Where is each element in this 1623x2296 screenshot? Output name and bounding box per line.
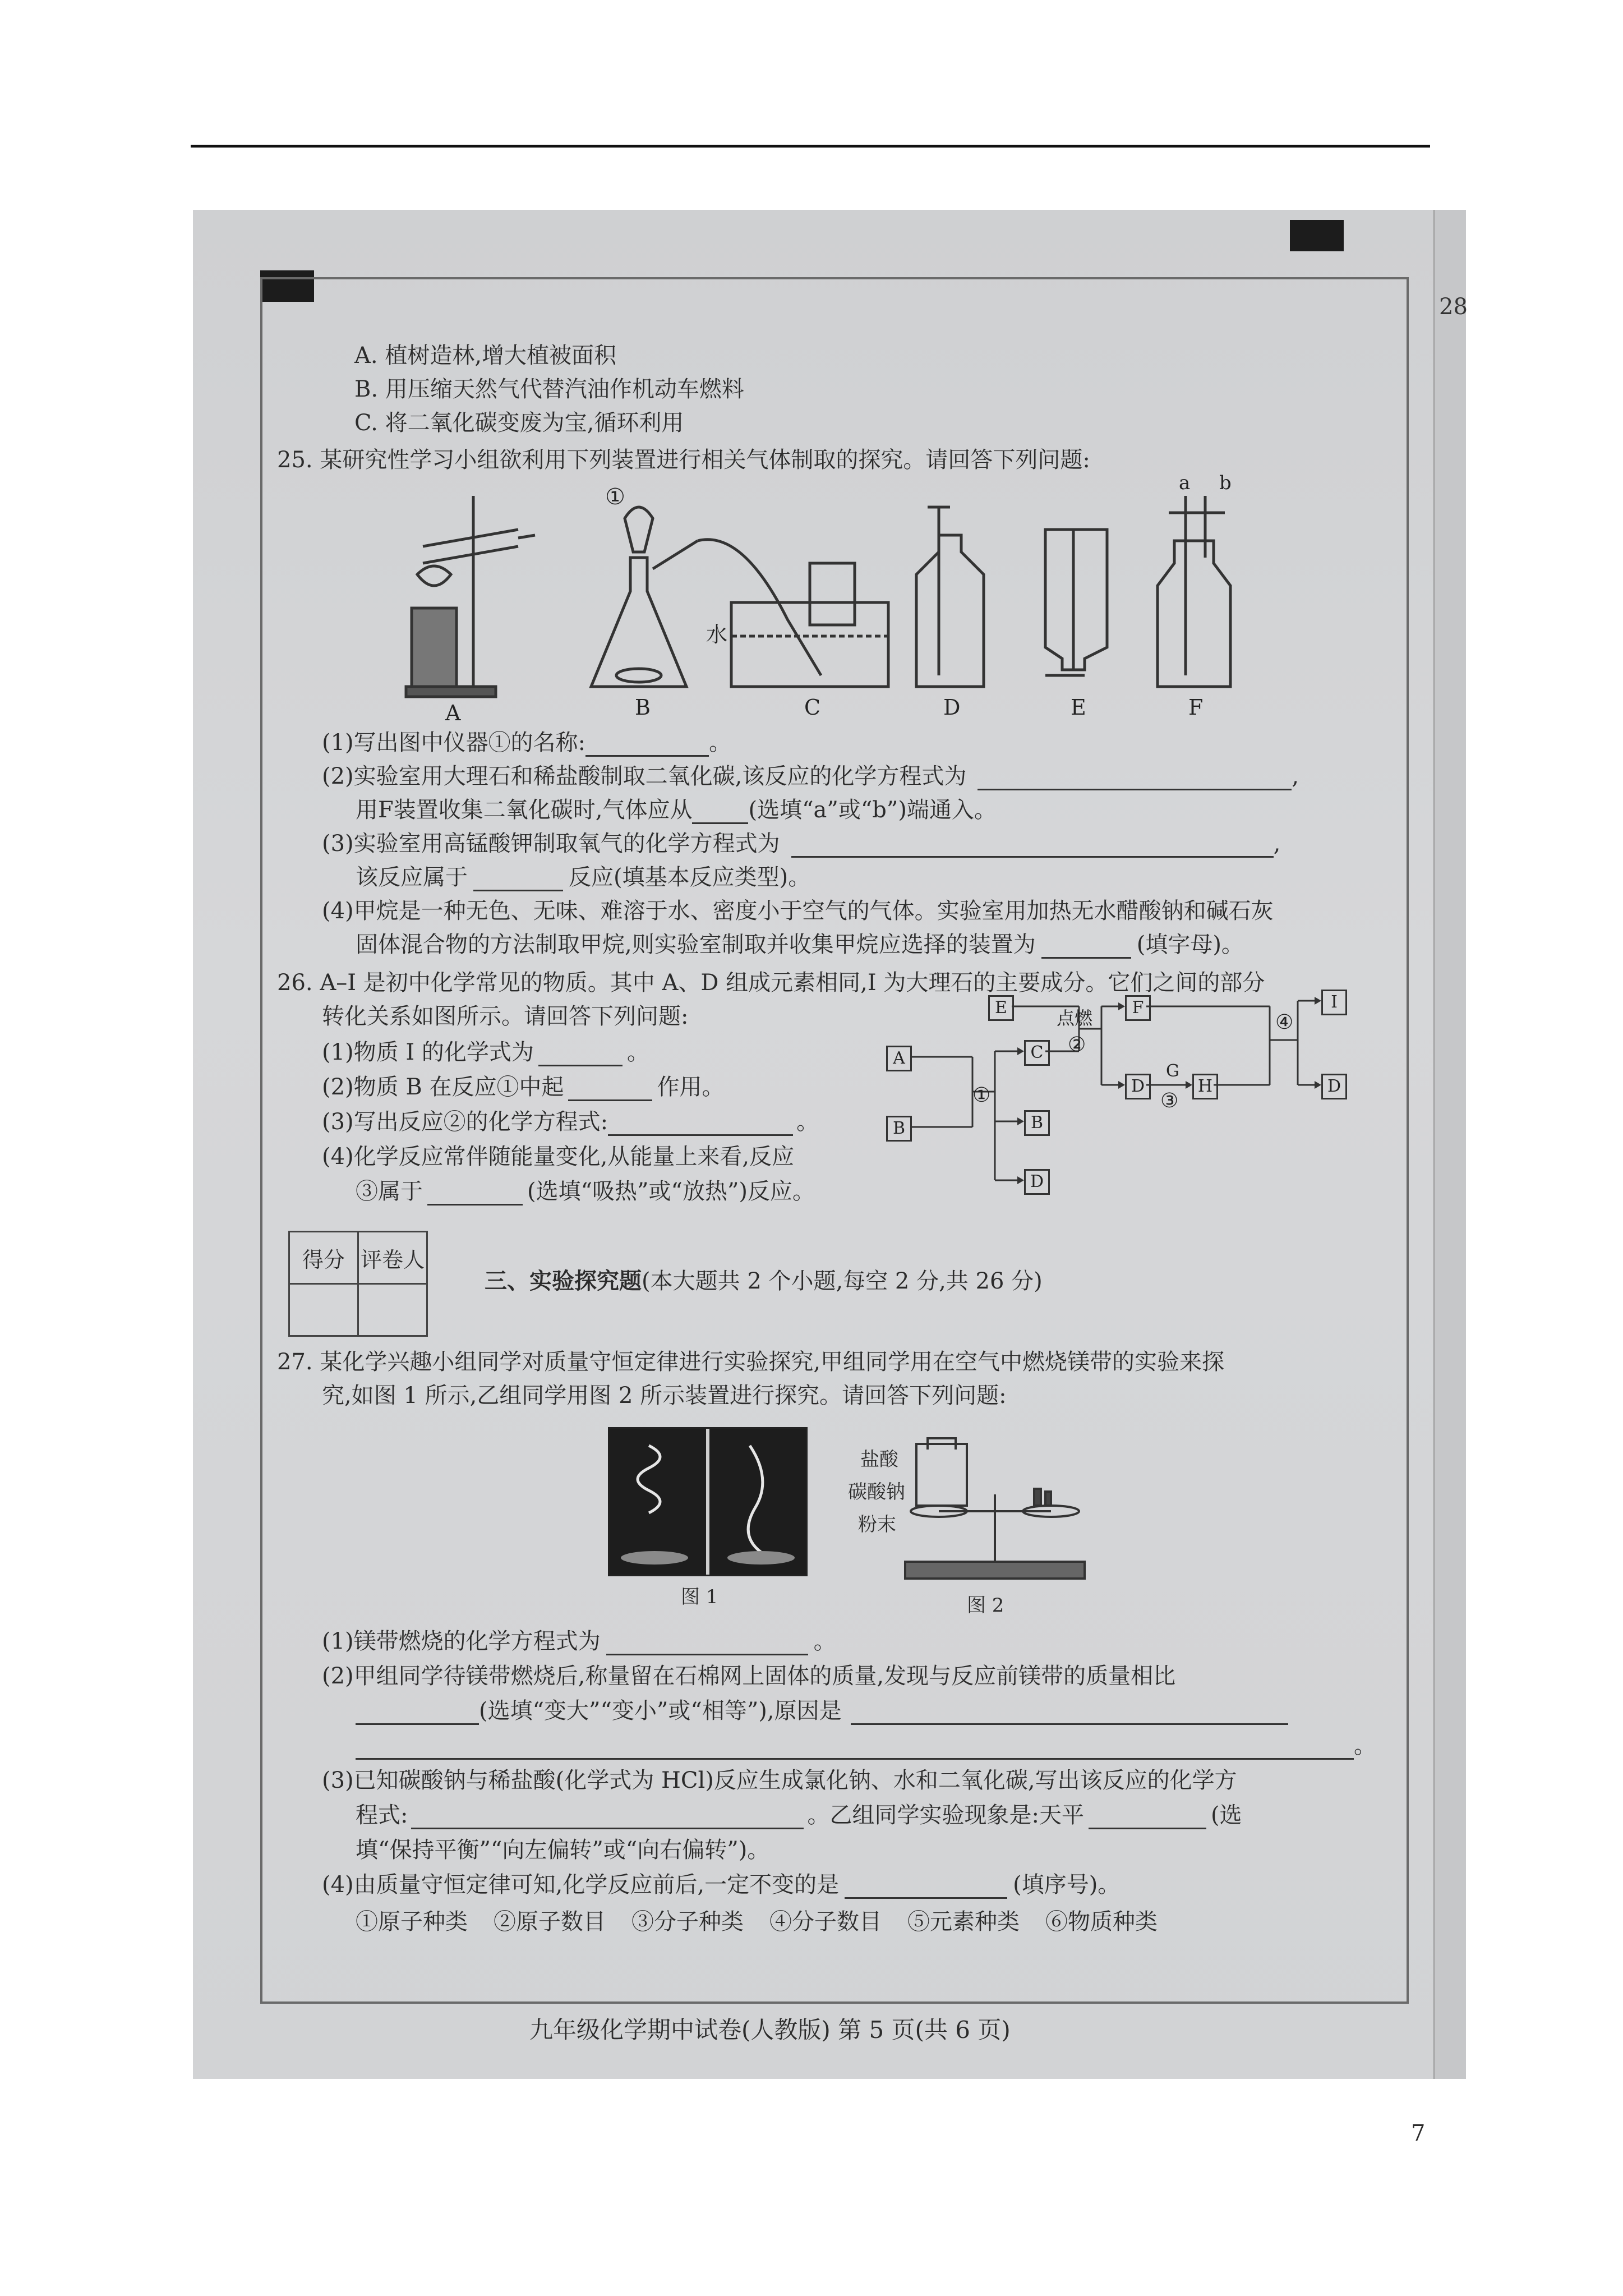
- q27-line2: 究,如图 1 所示,乙组同学用图 2 所示装置进行探究。请回答下列问题:: [322, 1383, 1007, 1409]
- option-b: B. 用压缩天然气代替汽油作机动车燃料: [354, 376, 744, 402]
- reactant-g: G: [1166, 1061, 1179, 1081]
- apparatus-b: [591, 507, 698, 687]
- port-b-label: b: [1219, 472, 1232, 494]
- q27-option-5: ⑤元素种类: [907, 1909, 1020, 1935]
- q25-part2-end: ,: [1292, 763, 1299, 789]
- q27-part3-line1: (3)已知碳酸钠与稀盐酸(化学式为 HCl)反应生成氯化钠、水和二氧化碳,写出该反应的化学方: [322, 1768, 1237, 1793]
- figure-1-photo: [608, 1427, 808, 1576]
- figure-1-drawing: [610, 1429, 806, 1575]
- score-cell: [289, 1284, 358, 1336]
- q26-part2-b: 作用。: [657, 1074, 725, 1100]
- q26-part1-a: (1)物质 I 的化学式为: [322, 1039, 534, 1065]
- q25-part3-line2-b: 反应(填基本反应类型)。: [569, 864, 811, 890]
- q26-part3-b: 。: [796, 1109, 819, 1135]
- next-page-question-number: 28: [1439, 294, 1468, 320]
- apparatus-f: [1158, 496, 1230, 687]
- q25-part1-text: (1)写出图中仪器①的名称:: [322, 730, 586, 756]
- q27-part1-a: (1)镁带燃烧的化学方程式为: [322, 1628, 601, 1654]
- q27-option-3: ③分子种类: [631, 1909, 744, 1935]
- q27-part1: [322, 1623, 836, 1655]
- q26-part2-a: (2)物质 B 在反应①中起: [322, 1074, 564, 1100]
- water-label: 水: [706, 622, 728, 647]
- figure-2-caption: 图 2: [967, 1594, 1004, 1617]
- q27-part3-line2-a: 程式:: [356, 1802, 408, 1828]
- q27-line1: 27. 某化学兴趣小组同学对质量守恒定律进行实验探究,甲组同学用在空气中燃烧镁带的实验来探: [277, 1349, 1225, 1375]
- q25-part4-line1: (4)甲烷是一种无色、无味、难溶于水、密度小于空气的气体。实验室用加热无水醋酸钠和碱石灰: [322, 898, 1274, 924]
- q25-part4-line2-b: (填字母)。: [1136, 932, 1244, 958]
- section3-heading: [485, 1263, 1043, 1295]
- q27-part2-line1: (2)甲组同学待镁带燃烧后,称量留在石棉网上固体的质量,发现与反应前镁带的质量相比: [322, 1663, 1176, 1689]
- q25-stem: 25. 某研究性学习小组欲利用下列装置进行相关气体制取的探究。请回答下列问题:: [277, 447, 1090, 473]
- node-f: F: [1125, 995, 1151, 1021]
- q27-part3-line2-b: 。乙组同学实验现象是:天平: [807, 1802, 1084, 1828]
- figure-2-label-powder: 粉末: [858, 1513, 896, 1536]
- instrument-1-label: ①: [605, 484, 625, 510]
- q25-part1-end: 。: [709, 730, 732, 756]
- step-3: ③: [1160, 1089, 1179, 1112]
- node-e: E: [988, 995, 1014, 1021]
- grader-header: 评卷人: [358, 1232, 427, 1284]
- q27-part3-line2: [356, 1797, 1242, 1829]
- node-h: H: [1192, 1074, 1218, 1099]
- q25-part4-line2: [356, 927, 1244, 959]
- step-2: ②: [1068, 1033, 1086, 1056]
- q25-part3-end: ,: [1273, 831, 1281, 857]
- step-4: ④: [1275, 1011, 1294, 1034]
- q26-part4-line2-b: (选填“吸热”或“放热”)反应。: [527, 1179, 815, 1204]
- grader-cell: [358, 1284, 427, 1336]
- label-d: D: [943, 695, 961, 720]
- apparatus-a: [406, 496, 535, 697]
- q27-part2-line2: [356, 1693, 1288, 1725]
- q26-part1: [322, 1034, 649, 1066]
- step-1: ①: [972, 1084, 991, 1107]
- q25-part2-line2-b: (选填“a”或“b”)端通入。: [748, 797, 997, 823]
- q27-part3-line2-c: (选: [1210, 1802, 1242, 1828]
- q27-options: [356, 1904, 1158, 1936]
- option-c: C. 将二氧化碳变废为宝,循环利用: [354, 410, 684, 436]
- corner-marker-right: [1290, 220, 1344, 251]
- q25-part3-line2: [356, 859, 810, 891]
- node-c: C: [1024, 1040, 1050, 1066]
- q27-part2-line3-end: 。: [1354, 1733, 1376, 1759]
- node-b: B: [886, 1116, 912, 1142]
- exam-footer: 九年级化学期中试卷(人教版) 第 5 页(共 6 页): [529, 2016, 1011, 2044]
- q27-part3-line3: 填“保持平衡”“向左偏转”或“向右偏转”)。: [356, 1837, 770, 1863]
- header-rule: [191, 145, 1430, 148]
- node-d-right: D: [1321, 1074, 1347, 1099]
- node-b-out: B: [1024, 1110, 1050, 1136]
- node-i: I: [1321, 990, 1347, 1015]
- q25-part3-text: (3)实验室用高锰酸钾制取氧气的化学方程式为: [322, 831, 780, 857]
- q27-part2-line3: [356, 1728, 1376, 1760]
- q25-part1: [322, 725, 731, 757]
- q26-part4-line2: [356, 1174, 815, 1205]
- score-table: [288, 1231, 428, 1337]
- section3-note: (本大题共 2 个小题,每空 2 分,共 26 分): [642, 1268, 1043, 1294]
- q25-part4-line2-a: 固体混合物的方法制取甲烷,则实验室制取并收集甲烷应选择的装置为: [356, 932, 1036, 958]
- label-a: A: [445, 701, 461, 725]
- q26-part3: [322, 1104, 819, 1136]
- q26-part4-line1: (4)化学反应常伴随能量变化,从能量上来看,反应: [322, 1144, 795, 1170]
- apparatus-d: [916, 507, 984, 687]
- q27-part4-a: (4)由质量守恒定律可知,化学反应前后,一定不变的是: [322, 1872, 840, 1898]
- q26-line2: 转化关系如图所示。请回答下列问题:: [322, 1004, 689, 1029]
- q27-part2-line2-a: (选填“变大”“变小”或“相等”),原因是: [479, 1698, 842, 1724]
- q26-part2: [322, 1069, 724, 1101]
- next-page-edge: [1433, 210, 1466, 2079]
- q25-part2-line2-a: 用F装置收集二氧化碳时,气体应从: [356, 797, 693, 823]
- q27-part4: [322, 1867, 1120, 1899]
- figure-1-caption: 图 1: [681, 1586, 718, 1608]
- page-number: 7: [1411, 2120, 1426, 2146]
- q27-option-1: ①原子种类: [356, 1909, 468, 1935]
- q25-part2-text: (2)实验室用大理石和稀盐酸制取二氧化碳,该反应的化学方程式为: [322, 763, 967, 789]
- q27-option-6: ⑥物质种类: [1045, 1909, 1158, 1935]
- q27-option-4: ④分子数目: [769, 1909, 882, 1935]
- q27-option-2: ②原子数目: [494, 1909, 606, 1935]
- condition-ignite: 点燃: [1057, 1007, 1093, 1029]
- score-header: 得分: [289, 1232, 358, 1284]
- q25-part2-line2: [356, 792, 997, 824]
- diagram-arrows: [866, 995, 1415, 1220]
- option-a: A. 植树造林,增大植被面积: [354, 343, 617, 369]
- label-e: E: [1071, 695, 1086, 720]
- apparatus-e: [1045, 530, 1107, 675]
- node-a: A: [886, 1046, 912, 1071]
- q25-part3-line2-a: 该反应属于: [356, 864, 468, 890]
- q25-part2-line1: [322, 758, 1299, 790]
- q27-part4-b: (填序号)。: [1013, 1872, 1121, 1898]
- section3-title: 三、实验探究题: [485, 1268, 642, 1294]
- node-d-out: D: [1024, 1169, 1050, 1195]
- label-c: C: [804, 695, 821, 720]
- port-a-label: a: [1179, 472, 1191, 494]
- figure-2-label-carbonate: 碳酸钠: [848, 1481, 905, 1503]
- q25-apparatus-figure: [395, 472, 1359, 725]
- q26-line1: 26. A–I 是初中化学常见的物质。其中 A、D 组成元素相同,I 为大理石的主要成分。它们之间的部分: [277, 970, 1265, 996]
- q25-part3-line1: [322, 826, 1280, 858]
- exam-photo: [193, 210, 1468, 2079]
- apparatus-c: [698, 540, 888, 687]
- q26-part4-line2-a: ③属于: [356, 1179, 423, 1204]
- node-d-top: D: [1125, 1074, 1151, 1099]
- q26-part3-a: (3)写出反应②的化学方程式:: [322, 1109, 608, 1135]
- q27-part1-b: 。: [813, 1628, 836, 1654]
- label-b: B: [635, 695, 651, 720]
- q26-part1-b: 。: [626, 1039, 649, 1065]
- q26-conversion-diagram: [866, 992, 1415, 1220]
- figure-2-label-acid: 盐酸: [860, 1448, 898, 1471]
- label-f: F: [1188, 695, 1204, 720]
